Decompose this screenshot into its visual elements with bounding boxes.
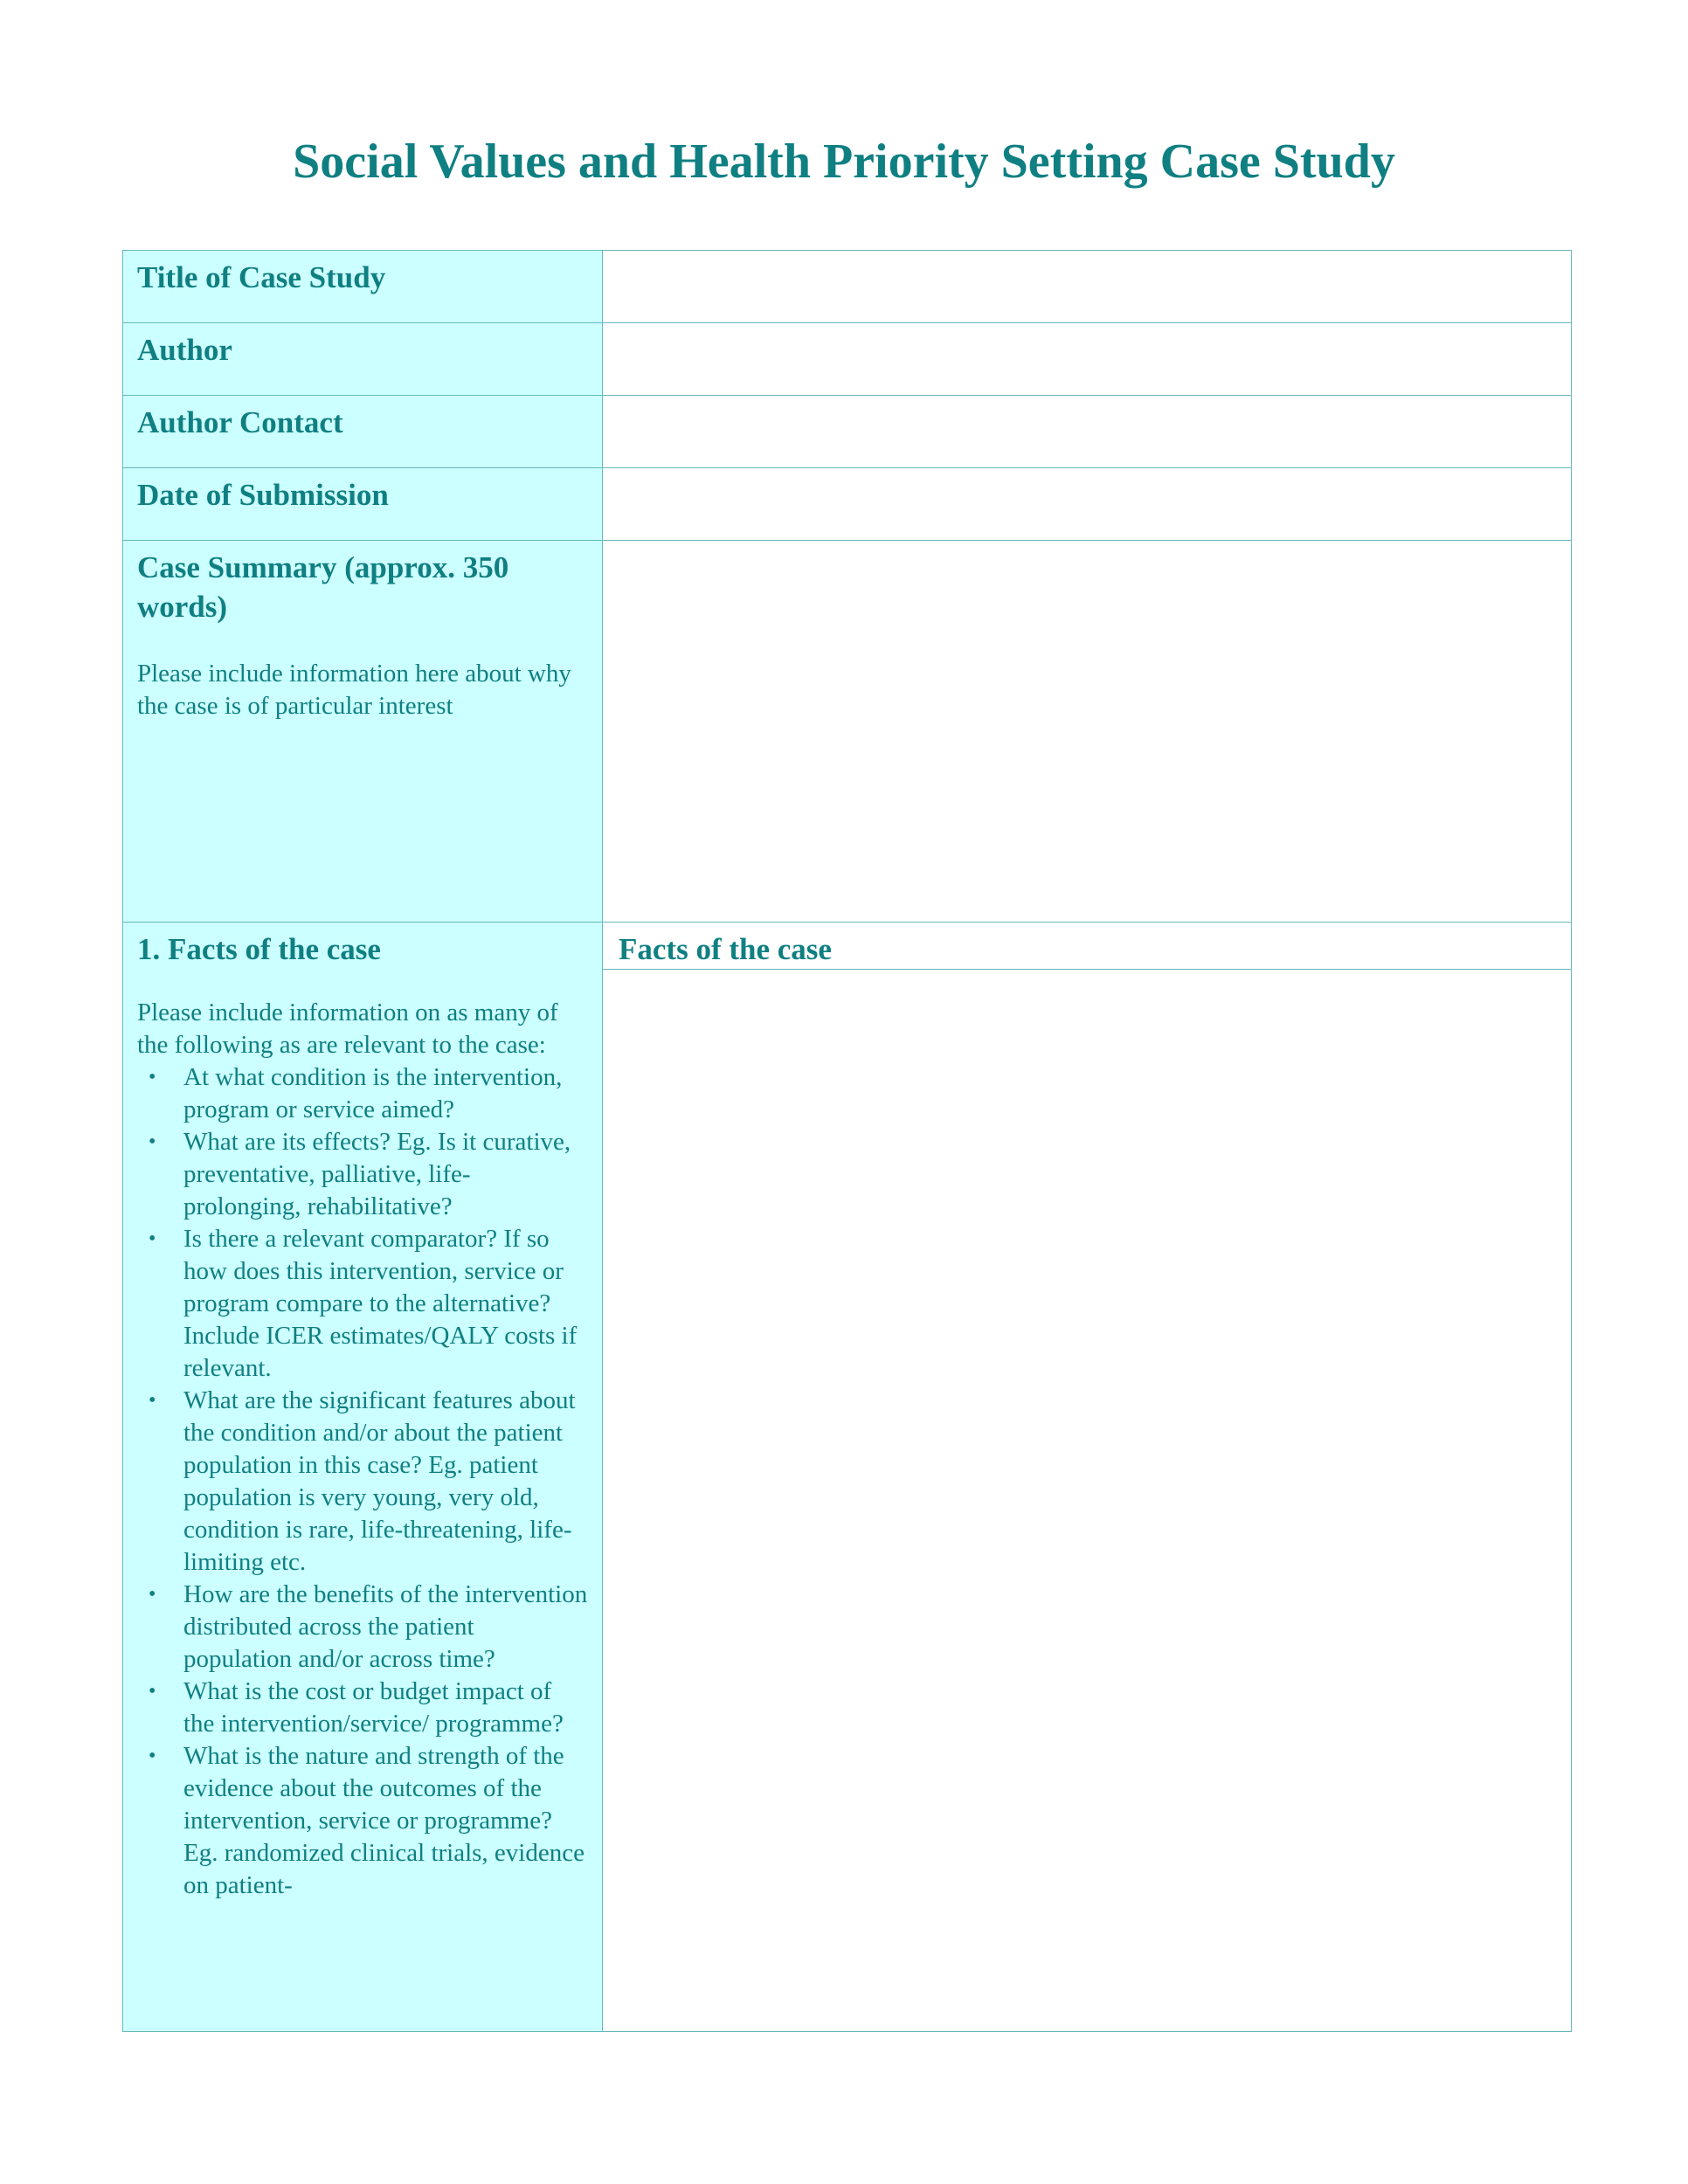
author-label: Author xyxy=(137,333,232,367)
bullet-icon: • xyxy=(149,1066,156,1089)
case-summary-help-text: Please include information here about why the case is of particular interest xyxy=(137,660,571,720)
title-of-case-study-label: Title of Case Study xyxy=(137,260,386,294)
table-row xyxy=(123,468,1572,541)
facts-question-list xyxy=(137,1061,588,1902)
bullet-icon: • xyxy=(149,1583,156,1606)
date-of-submission-label-cell xyxy=(123,468,603,541)
list-item xyxy=(137,1740,588,1902)
list-item-text: What are its effects? Eg. Is it curative, preventative, palliative, life-prolonging, rehabilitative? xyxy=(183,1128,571,1220)
author-contact-label: Author Contact xyxy=(137,405,343,439)
date-of-submission-label: Date of Submission xyxy=(137,478,389,512)
table-row xyxy=(123,323,1572,396)
author-contact-label-cell xyxy=(123,396,603,468)
list-item xyxy=(137,1223,588,1385)
list-item-text: How are the benefits of the intervention distributed across the patient population and/or across time? xyxy=(183,1580,588,1673)
page-title: Social Values and Health Priority Setting Case Study xyxy=(293,135,1395,189)
date-of-submission-field[interactable] xyxy=(603,468,1572,541)
title-of-case-study-field[interactable] xyxy=(603,251,1572,323)
facts-of-the-case-field[interactable] xyxy=(603,970,1572,2032)
facts-label: 1. Facts of the case xyxy=(137,932,381,966)
list-item-text: What is the cost or budget impact of the intervention/service/ programme? xyxy=(183,1677,564,1738)
facts-heading-cell xyxy=(603,923,1572,970)
list-item xyxy=(137,1061,588,1126)
bullet-icon: • xyxy=(149,1130,156,1153)
list-item-text: What is the nature and strength of the evidence about the outcomes of the intervention, service or programme? Eg. randomized clinical trials, evidence on patient- xyxy=(183,1742,585,1899)
table-row xyxy=(123,541,1572,923)
table-row xyxy=(123,251,1572,323)
list-item xyxy=(137,1579,588,1676)
author-contact-field[interactable] xyxy=(603,396,1572,468)
author-label-cell xyxy=(123,323,603,396)
facts-label-content xyxy=(137,930,588,1985)
bullet-icon: • xyxy=(149,1680,156,1703)
list-item xyxy=(137,1676,588,1740)
table-row xyxy=(123,396,1572,468)
author-field[interactable] xyxy=(603,323,1572,396)
facts-label-cell xyxy=(123,923,603,2032)
case-summary-field[interactable] xyxy=(603,541,1572,923)
facts-right-heading: Facts of the case xyxy=(619,932,832,966)
bullet-icon: • xyxy=(149,1745,156,1767)
case-summary-label-cell xyxy=(123,541,603,923)
bullet-icon: • xyxy=(149,1389,156,1412)
bullet-icon: • xyxy=(149,1227,156,1250)
case-study-form-table xyxy=(122,250,1572,2032)
case-summary-label: Case Summary (approx. 350 words) xyxy=(137,550,509,624)
list-item-text: What are the significant features about the condition and/or about the patient population in this case? Eg. patient population is very young, very old, condition is rare, life-threatening, life-limiting etc. xyxy=(183,1386,576,1576)
list-item-text: Is there a relevant comparator? If so how does this intervention, service or program compare to the alternative? Include ICER estimates/QALY costs if relevant. xyxy=(183,1225,578,1382)
title-of-case-study-label-cell xyxy=(123,251,603,323)
list-item-text: At what condition is the intervention, program or service aimed? xyxy=(183,1063,563,1123)
table-row xyxy=(123,923,1572,970)
list-item xyxy=(137,1126,588,1223)
list-item xyxy=(137,1385,588,1579)
facts-intro-text: Please include information on as many of the following as are relevant to the case: xyxy=(137,999,558,1059)
